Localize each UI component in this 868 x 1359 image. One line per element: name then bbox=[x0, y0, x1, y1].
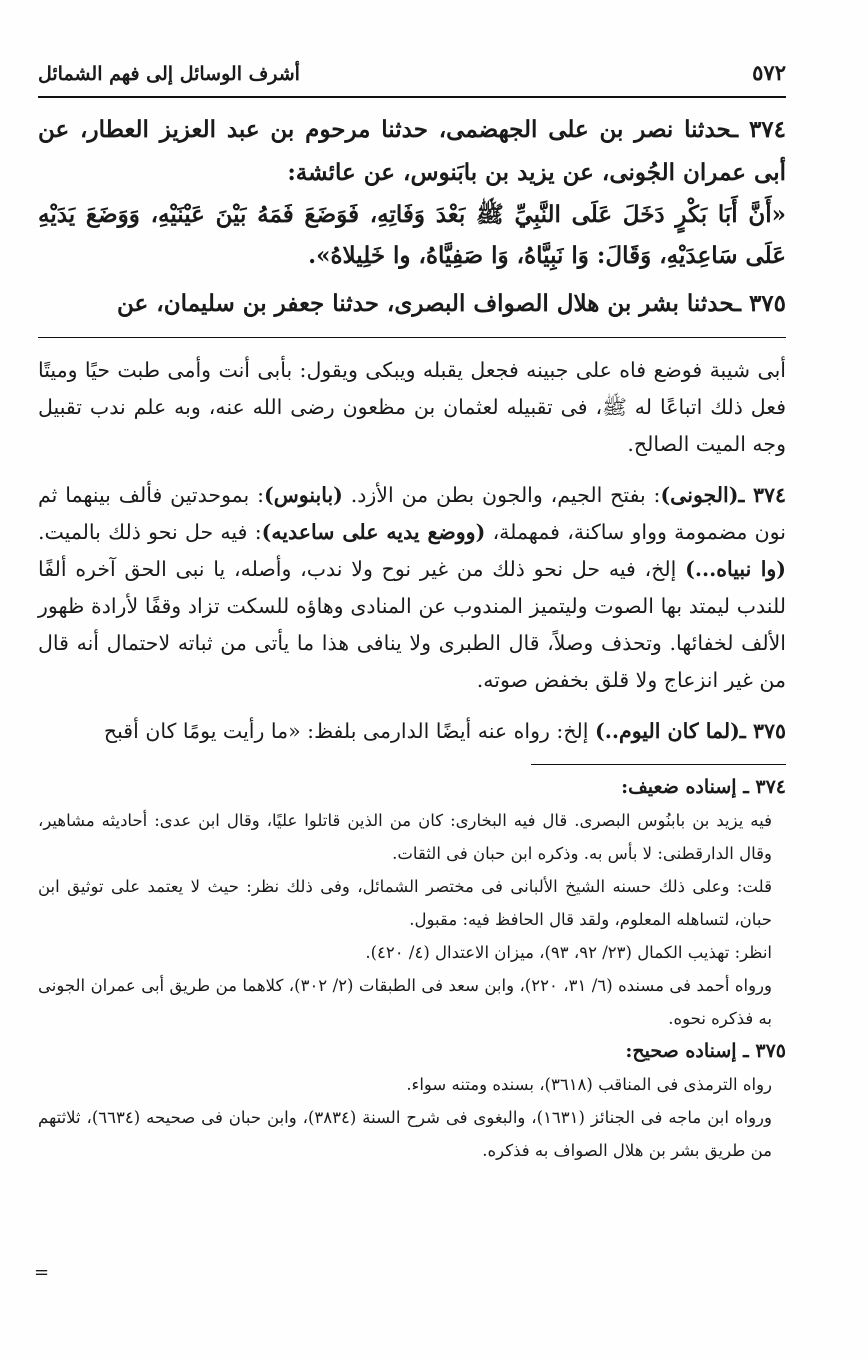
hadith-number: ٣٧٤ ـ bbox=[731, 116, 787, 143]
hadith-isnad-text: حدثنا بشر بن هلال الصواف البصرى، حدثنا جعفر بن سليمان، عن bbox=[117, 290, 735, 317]
hadith-374-matn: «أَنَّ أَبَا بَكْرٍ دَخَلَ عَلَى النَّبِيِّ ﷺ بَعْدَ وَفَاتِهِ، فَوَضَعَ فَمَهُ بَيْنَ عَيْنَيْهِ، وَوَضَعَ يَدَيْهِ عَلَى سَاعِدَيْهِ، وَقَالَ: وَا نَبِيَّاهُ، وَا صَفِيَّاهُ، وا خَلِيلاهُ». bbox=[38, 201, 786, 269]
footnote-line: فيه يزيد بن بابنُوس البصرى. قال فيه البخارى: كان من الذين قاتلوا عليًا، وقال ابن عدى: أحاديثه مشاهير، وقال الدارقطنى: لا بأس به. وذكره ابن حبان فى الثقات. bbox=[38, 811, 772, 863]
page bbox=[38, 60, 786, 1167]
footnote-374-heading: ٣٧٤ ـ إسناده ضعيف: bbox=[621, 776, 786, 798]
commentary-lemma: (ووضع يديه على ساعديه) bbox=[261, 520, 486, 544]
commentary-374 bbox=[38, 477, 786, 699]
commentary-text: : فيه حل نحو ذلك بالميت. bbox=[38, 520, 262, 544]
footnote-line: انظر: تهذيب الكمال (٢٣/ ٩٢، ٩٣)، ميزان الاعتدال (٤/ ٤٢٠). bbox=[365, 943, 772, 962]
commentary-lemma: (الجونى) bbox=[660, 483, 739, 507]
commentary-rule bbox=[38, 337, 786, 338]
commentary bbox=[38, 352, 786, 750]
commentary-375 bbox=[38, 713, 786, 750]
footnote-line: قلت: وعلى ذلك حسنه الشيخ الألبانى فى مختصر الشمائل، وفى ذلك نظر: حيث لا يعتمد على توثيق ابن حبان، لتساهله المعلوم، ولقد قال الحافظ فيه: مقبول. bbox=[38, 877, 772, 929]
commentary-continuation: أبى شيبة فوضع فاه على جبينه فجعل يقبله ويبكى ويقول: بأبى أنت وأمى طبت حيًا وميتًا فعل ذلك اتباعًا له ﷺ، فى تقبيله لعثمان بن مظعون رضى الله عنه، وبه علم ندب تقبيل وجه الميت الصالح. bbox=[38, 358, 786, 456]
hadith-isnad-text: حدثنا نصر بن على الجهضمى، حدثنا مرحوم بن عبد العزيز العطار، عن أبى عمران الجُونى، عن يزيد بن بابَنوس، عن عائشة: bbox=[38, 116, 786, 186]
commentary-lemma: (بابنوس) bbox=[264, 483, 343, 507]
footnote-line: ورواه أحمد فى مسنده (٦/ ٣١، ٢٢٠)، وابن سعد فى الطبقات (٢/ ٣٠٢)، كلاهما من طريق أبى عمران الجونى به فذكره نحوه. bbox=[38, 976, 772, 1028]
hadith-375-isnad bbox=[38, 282, 786, 325]
footnote-rule bbox=[531, 764, 786, 765]
continuation-mark: = bbox=[34, 1262, 50, 1283]
commentary-lemma: (لما كان اليوم..) bbox=[595, 719, 740, 743]
commentary-text: إلخ، فيه حل نحو ذلك من غير نوح ولا ندب، وأصله، يا نبى الحق آخره ألفًا للندب ليمتد بها الصوت وليتميز المندوب عن المنادى وهاؤه للسكت تزاد وقفًا لأرادة ظهور الألف لخفائها. وتحذف وصلاً، قال الطبرى ولا ينافى هذا ما يأتى من ثباته لاحتمال أنه قال من غير انزعاج ولا قلق بخفض صوته. bbox=[38, 557, 786, 692]
footnote-line: ورواه ابن ماجه فى الجنائز (١٦٣١)، والبغوى فى شرح السنة (٣٨٣٤)، وابن حبان فى صحيحه (٦٦٣٤)، ثلاثتهم من طريق بشر بن هلال الصواف به فذكره. bbox=[38, 1108, 772, 1160]
page-number: ٥٧٢ bbox=[752, 60, 786, 85]
book-title: أشرف الوسائل إلى فهم الشمائل bbox=[38, 63, 300, 85]
hadith-number: ٣٧٥ ـ bbox=[734, 290, 786, 317]
hadith-374-isnad bbox=[38, 108, 786, 194]
commentary-number: ٣٧٥ ـ bbox=[739, 719, 786, 743]
footnotes bbox=[38, 771, 786, 1167]
header-rule bbox=[38, 96, 786, 98]
commentary-lemma: (وا نبياه...) bbox=[685, 557, 786, 581]
commentary-text: : بموحدتين فألف بينهما ثم نون مضمومة وواو ساكنة، فمهملة، bbox=[38, 483, 786, 544]
commentary-number: ٣٧٤ ـ bbox=[738, 483, 786, 507]
commentary-text: : بفتح الجيم، والجون بطن من الأزد. bbox=[350, 483, 661, 507]
page-header bbox=[38, 60, 786, 94]
commentary-text: إلخ: رواه عنه أيضًا الدارمى بلفظ: «ما رأيت يومًا كان أقبح bbox=[103, 719, 589, 743]
footnote-375-heading: ٣٧٥ ـ إسناده صحيح: bbox=[625, 1040, 786, 1062]
footnote-line: رواه الترمذى فى المناقب (٣٦١٨)، بسنده ومتنه سواء. bbox=[406, 1075, 772, 1094]
